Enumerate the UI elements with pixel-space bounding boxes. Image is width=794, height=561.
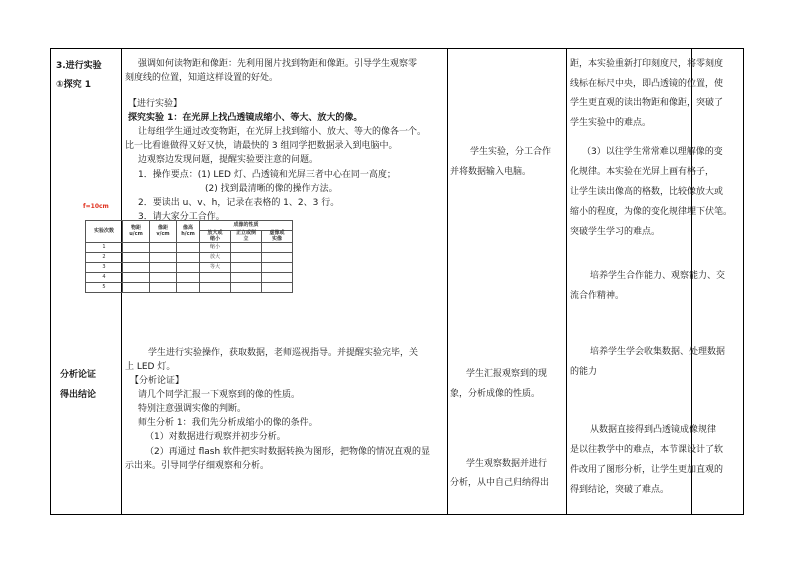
design-intent: 化规律。本实验在光屏上画有格子， bbox=[570, 167, 715, 177]
step-item: 2．要读出 u、v、h，记录在表格的 1、2、3 行。 bbox=[138, 198, 340, 208]
table-header: 实验次数 bbox=[86, 221, 123, 243]
student-activity: 学生实验，分工合作 bbox=[470, 147, 552, 157]
column-divider bbox=[447, 49, 448, 514]
design-intent: （3）以往学生常常难以理解像的变 bbox=[582, 147, 723, 157]
paragraph: （1）对数据进行观察并初步分析。 bbox=[145, 432, 286, 442]
analysis-label: 分析论证 bbox=[60, 370, 97, 380]
step-item: (2) 找到最清晰的像的操作方法。 bbox=[205, 184, 338, 194]
student-activity: 象，分析成像的性质。 bbox=[450, 389, 541, 399]
intro-line: 刻度线的位置，知道这样设置的好处。 bbox=[125, 73, 279, 83]
design-intent: 是以往教学中的难点，本节课设计了软 bbox=[570, 445, 724, 455]
table-header: 成像的性质 bbox=[200, 221, 293, 231]
design-intent: 流合作精神。 bbox=[570, 291, 625, 301]
table-header: 虚像或 实像 bbox=[262, 231, 293, 243]
design-intent: 从数据直接得到凸透镜成像规律 bbox=[590, 425, 717, 435]
paragraph: 边观察边发现问题，提醒实验要注意的问题。 bbox=[138, 155, 319, 165]
paragraph: 上 LED 灯。 bbox=[125, 362, 176, 372]
design-intent: 距，本实验重新打印刻度尺，将零刻度 bbox=[570, 59, 724, 69]
column-divider bbox=[566, 49, 567, 514]
paragraph: 比一比看谁做得又好又快，请最快的 3 组同学把数据录入到电脑中。 bbox=[125, 141, 398, 151]
step-item: 1．操作要点：(1) LED 灯、凸透镜和光屏三者中心在同一高度； bbox=[138, 170, 396, 180]
table-row: 5 bbox=[86, 283, 293, 293]
table-header: 像高 h/cm bbox=[177, 221, 200, 243]
design-intent: 缩小的程度，为像的变化规律埋下伏笔。 bbox=[570, 207, 733, 217]
paragraph: 师生分析 1：我们先分析成缩小的像的条件。 bbox=[138, 418, 318, 428]
table-header: 像距 v/cm bbox=[150, 221, 177, 243]
student-activity: 并将数据输入电脑。 bbox=[450, 167, 532, 177]
table-header: 正立或倒 立 bbox=[231, 231, 262, 243]
design-intent: 培养学生合作能力、观察能力、交 bbox=[590, 271, 726, 281]
design-intent: 件改用了图形分析，让学生更加直观的 bbox=[570, 465, 724, 475]
table-header: 物距 u/cm bbox=[123, 221, 150, 243]
focal-length-label: f=10cm bbox=[83, 203, 109, 210]
paragraph: 示出来。引导同学仔细观察和分析。 bbox=[125, 461, 270, 471]
table-row: 2 放大 bbox=[86, 253, 293, 263]
table-header: 放大或 缩小 bbox=[200, 231, 231, 243]
paragraph: 特别注意强调实像的判断。 bbox=[138, 404, 247, 414]
student-activity: 学生观察数据并进行 bbox=[466, 459, 548, 469]
table-row: 4 bbox=[86, 273, 293, 283]
step-item: 3．请大家分工合作。 bbox=[138, 212, 225, 222]
analysis-heading: 【分析论证】 bbox=[130, 376, 185, 386]
paragraph: （2）再通过 flash 软件把实时数据转换为图形，把物像的情况直观的显 bbox=[145, 447, 431, 457]
student-activity: 学生汇报观察到的现 bbox=[466, 369, 548, 379]
design-intent: 突破学生学习的难点。 bbox=[570, 227, 661, 237]
table-row: 1 缩小 bbox=[86, 243, 293, 253]
conclusion-label: 得出结论 bbox=[60, 390, 97, 400]
design-intent: 学生更直观的读出物距和像距，突破了 bbox=[570, 98, 724, 108]
design-intent: 的能力 bbox=[570, 367, 598, 377]
explore-label: ①探究 1 bbox=[56, 80, 92, 90]
experiment-title: 探究实验 1：在光屏上找凸透镜成缩小、等大、放大的像。 bbox=[128, 113, 363, 123]
intro-line: 强调如何读物距和像距：先利用图片找到物距和像距。引导学生观察零 bbox=[138, 59, 418, 69]
paragraph: 学生进行实验操作，获取数据，老师巡视指导。并提醒实验完毕，关 bbox=[148, 348, 419, 358]
student-activity: 分析，从中自己归纳得出 bbox=[450, 478, 550, 488]
design-intent: 线标在标尺中央，即凸透镜的位置，使 bbox=[570, 79, 724, 89]
design-intent: 让学生读出像高的格数，比较像放大或 bbox=[570, 187, 724, 197]
data-table bbox=[85, 220, 293, 293]
section-label: 3.进行实验 bbox=[56, 61, 102, 71]
design-intent: 得到结论，突破了难点。 bbox=[570, 485, 670, 495]
design-intent: 学生实验中的难点。 bbox=[570, 118, 652, 128]
experiment-heading: 【进行实验】 bbox=[128, 99, 183, 109]
paragraph: 请几个同学汇报一下观察到的像的性质。 bbox=[138, 390, 301, 400]
table-row: 3 等大 bbox=[86, 263, 293, 273]
paragraph: 让每组学生通过改变物距，在光屏上找到缩小、放大、等大的像各一个。 bbox=[138, 127, 427, 137]
design-intent: 培养学生学会收集数据、处理数据 bbox=[590, 347, 726, 357]
